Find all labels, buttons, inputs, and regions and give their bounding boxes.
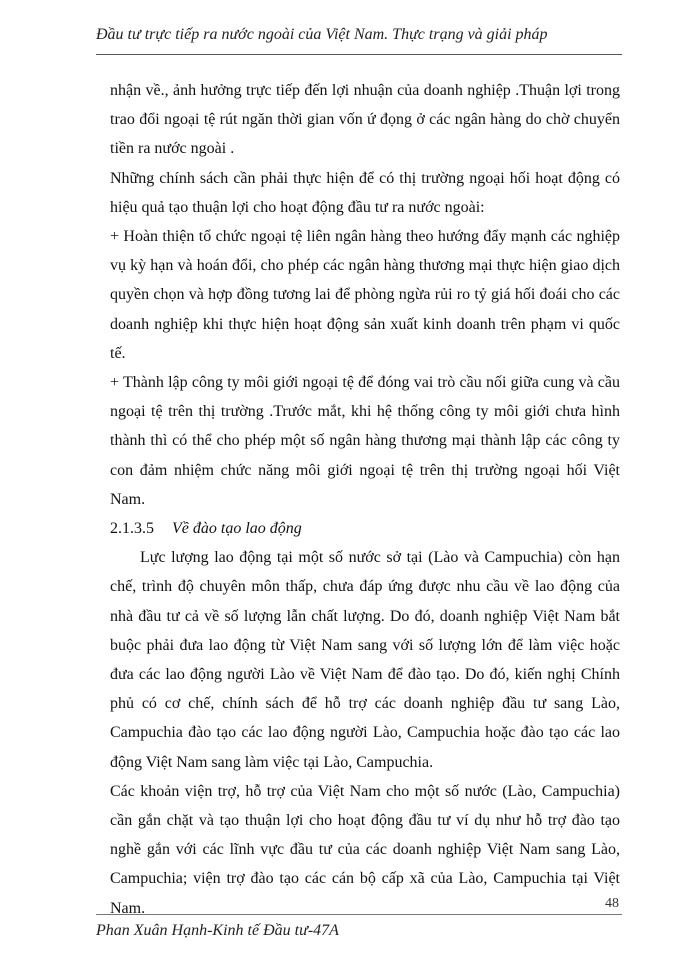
paragraph-labor: Lực lượng lao động tại một số nước sở tại (Lào và Campuchia) còn hạn chế, trình độ chuyên môn thấp, chưa đáp ứng được nhu cầu về lao động của nhà đầu tư cả về số lượng lẫn chất lượng. Do đó, doanh nghiệp Việt Nam bắt buộc phải đưa lao động từ Việt Nam sang với số lượng lớn để làm việc hoặc đưa các lao động người Lào về Việt Nam để đào tạo. Do đó, kiến nghị Chính phủ có cơ chế, chính sách để hỗ trợ các doanh nghiệp đầu tư sang Lào, Campuchia đào tạo các lao động người Lào, Campuchia hoặc đào tạo các lao động Việt Nam sang làm việc tại Lào, Campuchia. <box>110 549 620 771</box>
page-body <box>110 76 620 923</box>
paragraph-aid: Các khoản viện trợ, hỗ trợ của Việt Nam cho một số nước (Lào, Campuchia) cần gắn chặt và tạo thuận lợi cho hoạt động đầu tư ví dụ như hỗ trợ đào tạo nghề gắn với các lĩnh vực đầu tư của các doanh nghiệp Việt Nam sang Lào, Campuchia; viện trợ đào tạo các cán bộ cấp xã của Lào, Campuchia tại Việt Nam. <box>110 782 620 917</box>
running-footer: Phan Xuân Hạnh-Kinh tế Đầu tư-47A <box>96 922 339 939</box>
section-heading <box>110 514 620 543</box>
section-number: 2.1.3.5 <box>110 520 154 538</box>
header-divider <box>96 54 622 55</box>
page-number: 48 <box>605 896 619 911</box>
footer-divider <box>96 914 622 915</box>
paragraph-policies-intro: Những chính sách cần phải thực hiện để có thị trường ngoại hối hoạt động có hiệu quả tạo thuận lợi cho hoạt động đầu tư ra nước ngoài: <box>110 169 620 216</box>
paragraph-bullet-interbank: + Hoàn thiện tổ chức ngoại tệ liên ngân hàng theo hướng đẩy mạnh các nghiệp vụ kỳ hạn và hoán đổi, cho phép các ngân hàng thương mại thực hiện giao dịch quyền chọn và hợp đồng tương lai để phòng ngừa rủi ro tỷ giá hối đoái cho các doanh nghiệp khi thực hiện hoạt động sản xuất kinh doanh trên phạm vi quốc tế. <box>110 228 620 362</box>
paragraph-bullet-brokerage: + Thành lập công ty môi giới ngoại tệ để đóng vai trò cầu nối giữa cung và cầu ngoại tệ trên thị trường .Trước mắt, khi hệ thống công ty môi giới chưa hình thành thì có thể cho phép một số ngân hàng thương mại thành lập các công ty con đảm nhiệm chức năng môi giới ngoại tệ trên thị trường ngoại hối Việt Nam. <box>110 374 620 508</box>
running-header: Đầu tư trực tiếp ra nước ngoài của Việt Nam. Thực trạng và giải pháp <box>96 26 548 43</box>
paragraph-continuation: nhận về., ảnh hưởng trực tiếp đến lợi nhuận của doanh nghiệp .Thuận lợi trong trao đổi ngoại tệ rút ngăn thời gian vốn ứ đọng ở các ngân hàng do chờ chuyển tiền ra nước ngoài . <box>110 82 620 158</box>
section-title: Về đào tạo lao động <box>172 520 302 538</box>
